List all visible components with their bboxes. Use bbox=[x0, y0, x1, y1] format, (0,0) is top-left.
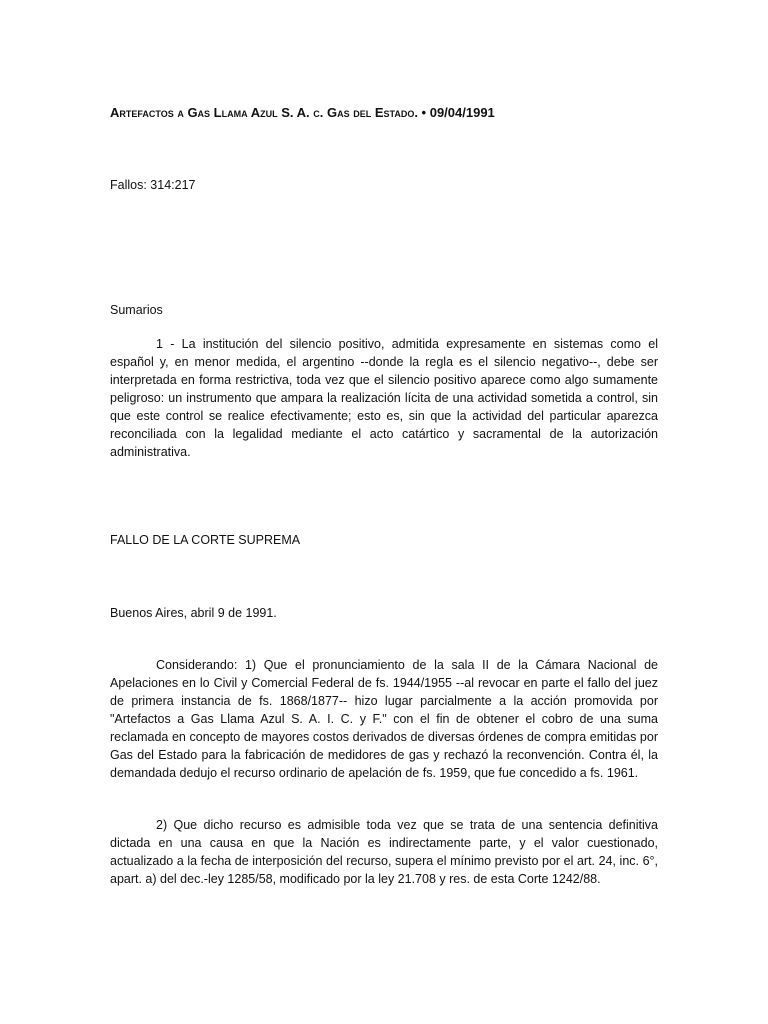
considerando-paragraph-2: 2) Que dicho recurso es admisible toda vez que se trata de una sentencia definitiva dictada en una causa en que la Nación es indirectamente parte, y el valor cuestionado, actualizado a la fecha de interposición del recurso, supera el mínimo previsto por el art. 24, inc. 6°, apart. a) del dec.-ley 1285/58, modificado por la ley 21.708 y res. de esta Corte 1242/88. bbox=[110, 818, 658, 886]
fallo-heading: FALLO DE LA CORTE SUPREMA bbox=[110, 533, 301, 547]
sumarios-heading: Sumarios bbox=[110, 303, 163, 317]
sumario-paragraph-1: 1 - La institución del silencio positivo, admitida expresamente en sistemas como el español y, en menor medida, el argentino --donde la regla es el silencio negativo--, debe ser interpretada en forma restrictiva, toda vez que el silencio positivo aparece como algo sumamente peligroso: un instrumento que ampara la realización lícita de una actividad sometida a control, sin que este control se realice efectivamente; esto es, sin que la actividad del particular aparezca reconciliada con la legalidad mediante el acto catártico y sacramental de la autorización administrativa. bbox=[110, 337, 658, 459]
considerando-paragraph-1: Considerando: 1) Que el pronunciamiento de la sala II de la Cámara Nacional de Apelaciones en lo Civil y Comercial Federal de fs. 1944/1955 --al revocar en parte el fallo del juez de primera instancia de fs. 1868/1877-- hizo lugar parcialmente a la acción promovida por "Artefactos a Gas Llama Azul S. A. I. C. y F." con el fin de obtener el cobro de una suma reclamada en concepto de mayores costos derivados de diversas órdenes de compra emitidas por Gas del Estado para la fabricación de medidores de gas y rechazó la reconvención. Contra él, la demandada dedujo el recurso ordinario de apelación de fs. 1959, que fue concedido a fs. 1961. bbox=[110, 658, 658, 780]
date-line: Buenos Aires, abril 9 de 1991. bbox=[110, 606, 277, 620]
document-title: Artefactos a Gas Llama Azul S. A. c. Gas del Estado. • 09/04/1991 bbox=[110, 105, 495, 120]
fallos-reference: Fallos: 314:217 bbox=[110, 178, 196, 192]
